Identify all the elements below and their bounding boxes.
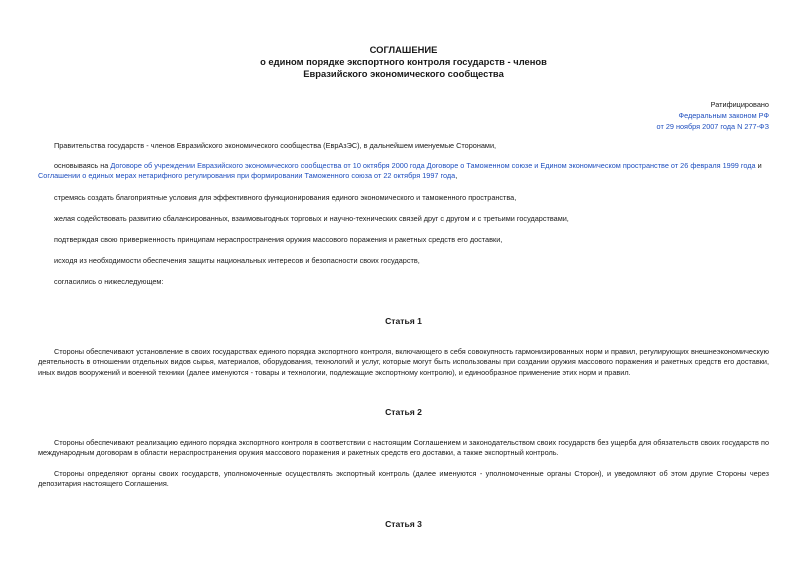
document-title — [0, 44, 807, 80]
ratification-label: Ратифицировано — [710, 100, 769, 109]
title-line-1: СОГЛАШЕНИЕ — [369, 44, 438, 55]
preamble-security: исходя из необходимости обеспечения защиты национальных интересов и безопасности своих государств, — [54, 256, 420, 265]
title-line-3: Евразийского экономического сообщества — [303, 68, 504, 79]
agreement-nontariff-link[interactable]: Соглашении о единых мерах нетарифного регулирования при формировании Таможенного союза от 22 октября 1997 года — [38, 171, 456, 181]
preamble-parties: Правительства государств - членов Евразийского экономического сообщества (ЕврАзЭС), в дальнейшем именуемые Сторонами, — [54, 141, 497, 150]
article-2-paragraph-2: Стороны определяют органы своих государств, уполномоченные осуществлять экспортный контроль (далее именуются - уполномоченные органы Сторон), и уведомляют об этом другие Стороны через депозитария настоящего Соглашения. — [38, 469, 769, 489]
separator-text: , — [455, 171, 458, 181]
ratification-note — [657, 99, 769, 132]
preamble-conditions: стремясь создать благоприятные условия для эффективного функционирования единого экономического и таможенного пространства, — [54, 193, 517, 202]
preamble-nonproliferation: подтверждая свою приверженность принципам нераспространения оружия массового поражения и ракетных средств его доставки, — [54, 235, 503, 244]
federal-law-link[interactable]: Федеральным законом РФ — [678, 111, 769, 120]
preamble-basis-intro: основываясь на — [54, 161, 111, 170]
preamble-trade: желая содействовать развитию сбалансированных, взаимовыгодных торговых и научно-технических связей друг с другом и с третьими государствами, — [54, 214, 569, 223]
article-2-paragraph-1: Стороны обеспечивают реализацию единого порядка экспортного контроля в соответствии с настоящим Соглашением и законодательством своих государств без ущерба для обязательств своих государств по международным договорам в области нераспространения оружия массового поражения и ракетных средств его доставки, а также экспортный контроль. — [38, 438, 769, 458]
separator-text: и — [755, 161, 762, 170]
treaty-eurasec-link[interactable]: Договоре об учреждении Евразийского экономического сообщества от 10 октября 2000 года — [110, 161, 425, 170]
federal-law-date-link[interactable]: от 29 ноября 2007 года N 277-ФЗ — [656, 122, 769, 131]
article-1-heading: Статья 1 — [385, 316, 422, 326]
preamble-basis — [38, 161, 769, 182]
title-line-2: о едином порядке экспортного контроля государств - членов — [260, 56, 547, 67]
treaty-customs-union-link[interactable]: Договоре о Таможенном союзе и Едином экономическом пространстве от 26 февраля 1999 года — [426, 161, 756, 170]
article-1-paragraph: Стороны обеспечивают установление в своих государствах единого порядка экспортного контроля, включающего в себя совокупность гармонизированных норм и правил, регулирующих внешнеэкономическую деятельность в отношении отдельных видов сырья, материалов, оборудования, технологий и услуг, которые могут быть использованы при создании оружия массового поражения и ракетных средств его доставки, иных видов вооружений и военной техники (далее именуются - товары и технологии, подлежащие экспортному контролю), и единообразное применение этих норм и правил. — [38, 347, 769, 377]
preamble-agreed: согласились о нижеследующем: — [54, 277, 164, 286]
article-3-heading: Статья 3 — [385, 519, 422, 529]
article-2-heading: Статья 2 — [385, 407, 422, 417]
